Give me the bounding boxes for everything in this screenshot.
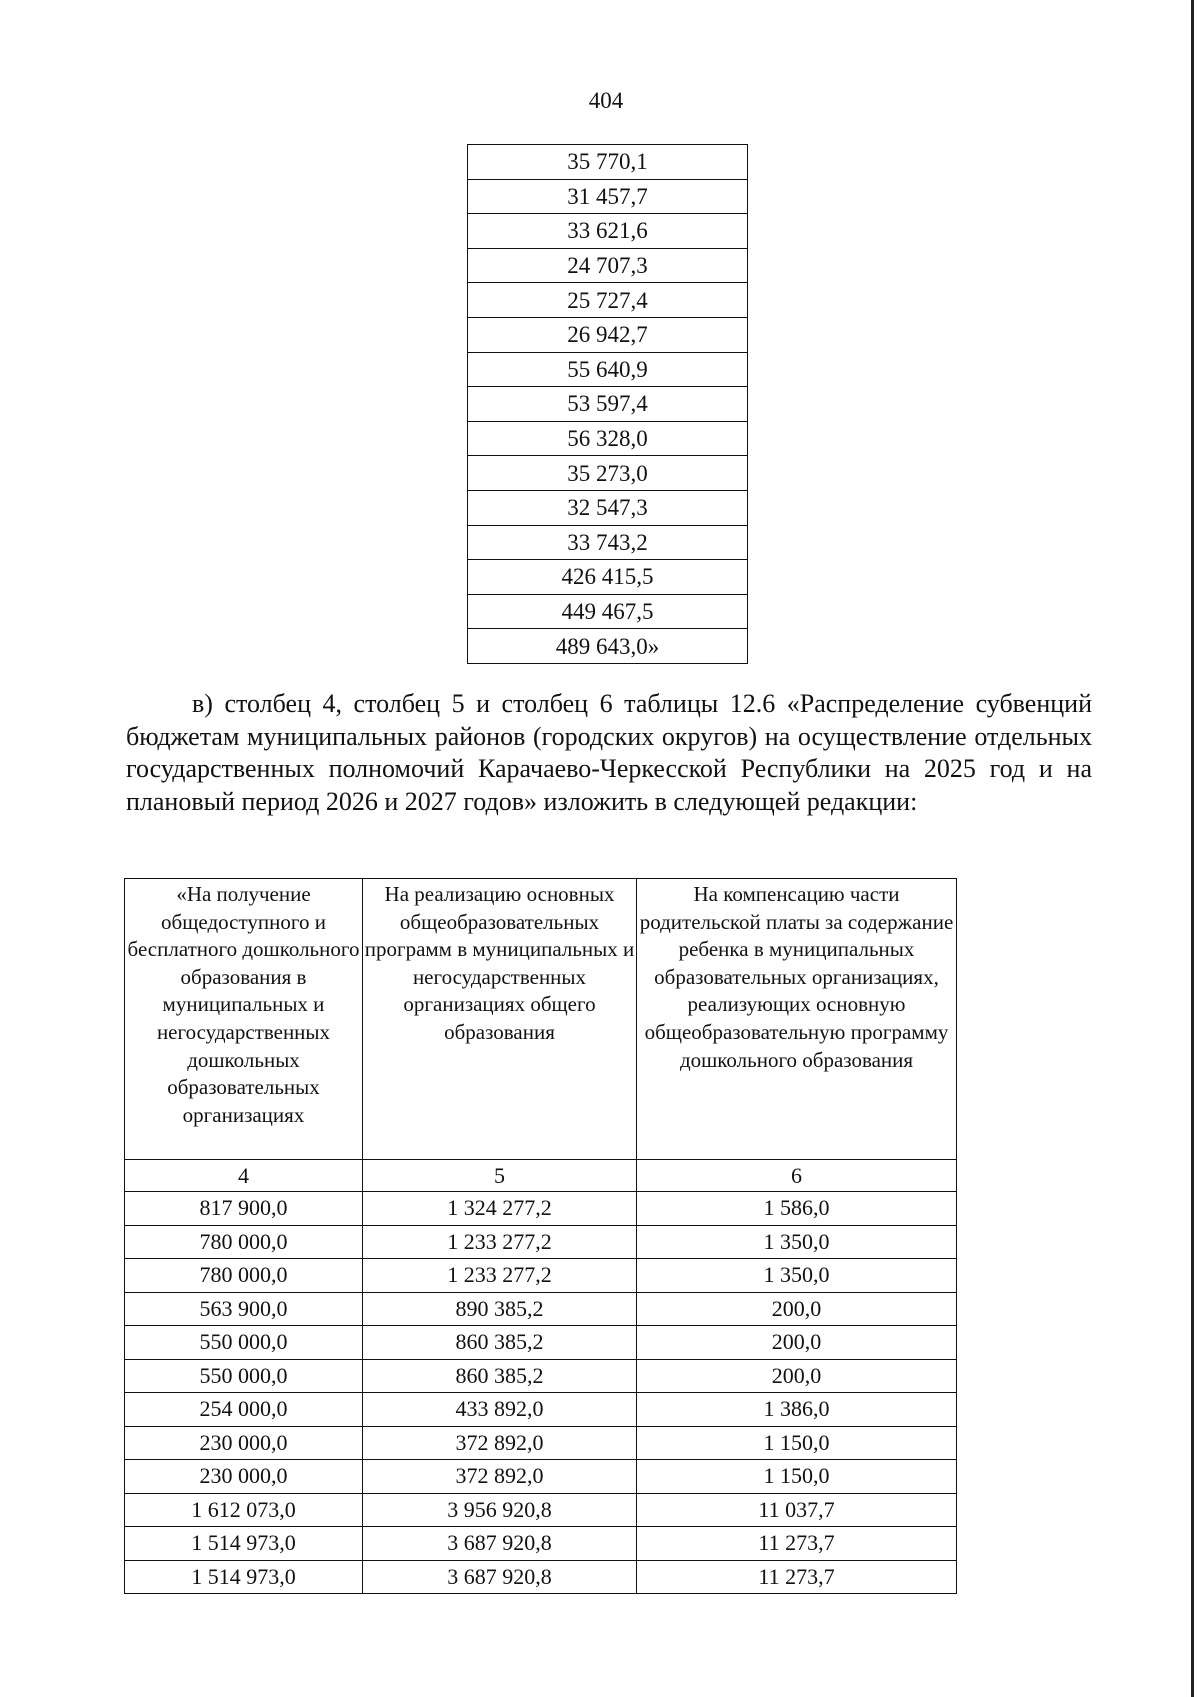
table-cell: 230 000,0 bbox=[125, 1426, 363, 1460]
table-cell: 26 942,7 bbox=[468, 317, 748, 352]
table-cell: 372 892,0 bbox=[363, 1426, 637, 1460]
scan-edge-line bbox=[1191, 0, 1194, 1697]
table-cell: 25 727,4 bbox=[468, 283, 748, 318]
table-row bbox=[468, 490, 748, 525]
table-row bbox=[125, 1192, 957, 1226]
column-number: 4 bbox=[125, 1160, 363, 1192]
page-number: 404 bbox=[588, 88, 624, 113]
table-row bbox=[125, 1393, 957, 1427]
table-cell: 780 000,0 bbox=[125, 1259, 363, 1293]
table-row bbox=[468, 421, 748, 456]
table-cell: 1 514 973,0 bbox=[125, 1527, 363, 1561]
instruction-paragraph bbox=[126, 688, 1092, 818]
table-cell: 33 743,2 bbox=[468, 525, 748, 560]
table-cell: 890 385,2 bbox=[363, 1292, 637, 1326]
table-cell: 860 385,2 bbox=[363, 1359, 637, 1393]
table-cell: 33 621,6 bbox=[468, 214, 748, 249]
table-cell: 3 956 920,8 bbox=[363, 1493, 637, 1527]
table-row bbox=[125, 1493, 957, 1527]
table-cell: 230 000,0 bbox=[125, 1460, 363, 1494]
table-row bbox=[468, 214, 748, 249]
table-cell: 56 328,0 bbox=[468, 421, 748, 456]
table-cell: 860 385,2 bbox=[363, 1326, 637, 1360]
table-cell: 449 467,5 bbox=[468, 594, 748, 629]
column-header-4: «На получение общедоступного и бесплатного дошкольного образования в муниципальных и негосударственных дошкольных образовательных организациях bbox=[125, 879, 363, 1160]
column-number: 6 bbox=[637, 1160, 957, 1192]
table-row bbox=[468, 594, 748, 629]
table-row bbox=[125, 1326, 957, 1360]
table-row bbox=[468, 145, 748, 180]
table-cell: 200,0 bbox=[637, 1359, 957, 1393]
table-cell: 426 415,5 bbox=[468, 560, 748, 595]
table-row bbox=[468, 283, 748, 318]
table-row bbox=[468, 179, 748, 214]
table-row bbox=[468, 456, 748, 491]
table-row bbox=[468, 560, 748, 595]
table-cell: 55 640,9 bbox=[468, 352, 748, 387]
table-cell: 372 892,0 bbox=[363, 1460, 637, 1494]
table-cell: 550 000,0 bbox=[125, 1359, 363, 1393]
table-cell: 563 900,0 bbox=[125, 1292, 363, 1326]
table-row bbox=[125, 1560, 957, 1594]
table-cell: 200,0 bbox=[637, 1292, 957, 1326]
header-row bbox=[125, 879, 957, 1160]
table-row bbox=[125, 1225, 957, 1259]
table-cell: 200,0 bbox=[637, 1326, 957, 1360]
table-row bbox=[468, 629, 748, 664]
table-row bbox=[125, 1527, 957, 1561]
table-row bbox=[125, 1359, 957, 1393]
table-row bbox=[468, 248, 748, 283]
column-header-6: На компенсацию части родительской платы за содержание ребенка в муниципальных образовательных организациях, реализующих основную общеобразовательную программу дошкольного образования bbox=[637, 879, 957, 1160]
table-cell: 1 150,0 bbox=[637, 1460, 957, 1494]
table-cell: 1 586,0 bbox=[637, 1192, 957, 1226]
table-cell: 31 457,7 bbox=[468, 179, 748, 214]
table-row bbox=[125, 1259, 957, 1293]
table-cell: 24 707,3 bbox=[468, 248, 748, 283]
table-row bbox=[468, 525, 748, 560]
table-cell: 11 037,7 bbox=[637, 1493, 957, 1527]
table-cell: 817 900,0 bbox=[125, 1192, 363, 1226]
table-cell: 35 770,1 bbox=[468, 145, 748, 180]
table-cell: 3 687 920,8 bbox=[363, 1560, 637, 1594]
table-cell: 1 150,0 bbox=[637, 1426, 957, 1460]
table-cell: 1 233 277,2 bbox=[363, 1259, 637, 1293]
instruction-text: в) столбец 4, столбец 5 и столбец 6 таблицы 12.6 «Распределение субвенций бюджетам муниципальных районов (городских округов) на осуществление отдельных государственных полномочий Карачаево-Черкесской Республики на 2025 год и на плановый период 2026 и 2027 годов» изложить в следующей редакции: bbox=[126, 689, 1092, 816]
table-cell: 489 643,0» bbox=[468, 629, 748, 664]
column-number-row bbox=[125, 1160, 957, 1192]
table-cell: 254 000,0 bbox=[125, 1393, 363, 1427]
table-cell: 32 547,3 bbox=[468, 490, 748, 525]
table-cell: 433 892,0 bbox=[363, 1393, 637, 1427]
table-row bbox=[125, 1460, 957, 1494]
table-cell: 550 000,0 bbox=[125, 1326, 363, 1360]
table-cell: 35 273,0 bbox=[468, 456, 748, 491]
table-row bbox=[125, 1426, 957, 1460]
table-row bbox=[468, 352, 748, 387]
table-row bbox=[125, 1292, 957, 1326]
column-header-5: На реализацию основных общеобразовательных программ в муниципальных и негосударственных организациях общего образования bbox=[363, 879, 637, 1160]
table-cell: 1 324 277,2 bbox=[363, 1192, 637, 1226]
table-cell: 1 350,0 bbox=[637, 1225, 957, 1259]
table-cell: 3 687 920,8 bbox=[363, 1527, 637, 1561]
table-cell: 1 514 973,0 bbox=[125, 1560, 363, 1594]
column-number: 5 bbox=[363, 1160, 637, 1192]
table-cell: 1 612 073,0 bbox=[125, 1493, 363, 1527]
table-cell: 11 273,7 bbox=[637, 1560, 957, 1594]
continuation-table bbox=[467, 144, 748, 664]
table-cell: 1 350,0 bbox=[637, 1259, 957, 1293]
table-cell: 1 233 277,2 bbox=[363, 1225, 637, 1259]
table-row bbox=[468, 387, 748, 422]
table-cell: 780 000,0 bbox=[125, 1225, 363, 1259]
table-cell: 1 386,0 bbox=[637, 1393, 957, 1427]
subvention-table bbox=[124, 878, 957, 1594]
table-row bbox=[468, 317, 748, 352]
table-cell: 53 597,4 bbox=[468, 387, 748, 422]
table-cell: 11 273,7 bbox=[637, 1527, 957, 1561]
